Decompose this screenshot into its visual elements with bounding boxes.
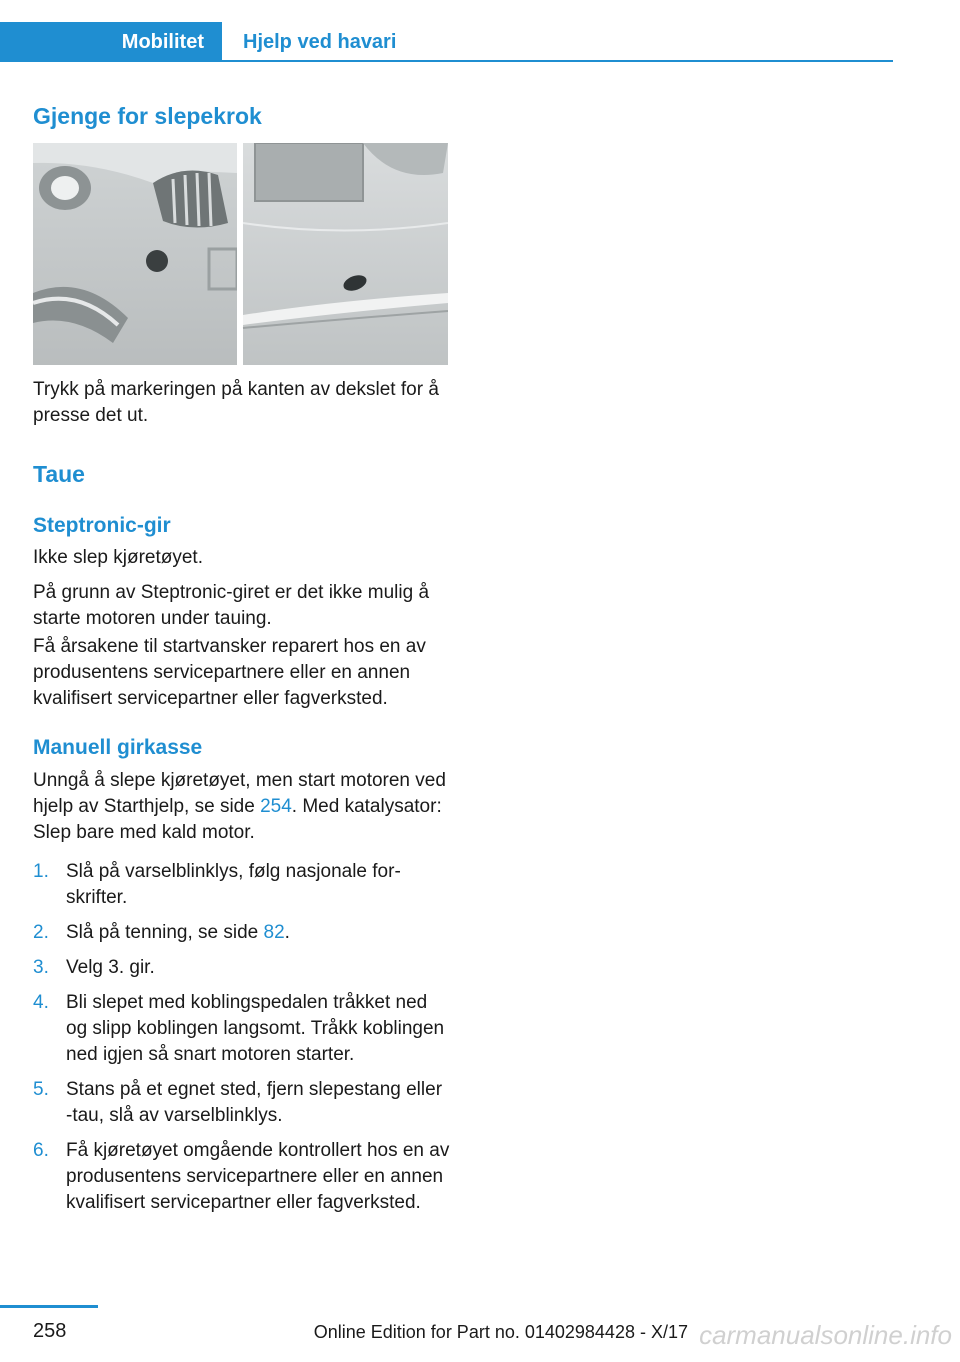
- tab-hjelp-ved-havari-label: Hjelp ved havari: [243, 30, 397, 53]
- manual-gearbox-paragraph: [33, 768, 453, 846]
- step-text: Slå på tenning, se side: [66, 922, 264, 943]
- step-number: 1.: [33, 861, 49, 882]
- tow-hook-instruction: Trykk på markeringen på kanten av dekslet for å presse det ut.: [33, 379, 439, 426]
- edition-text: Online Edition for Part no. 01402984428 - X/17: [313, 1322, 688, 1342]
- tab-mobilitet-label: Mobilitet: [121, 30, 204, 53]
- steptronic-paragraph-2: På grunn av Steptronic-giret er det ikke mulig å starte motoren under tauing.: [33, 582, 430, 629]
- footer-divider: [0, 1305, 98, 1308]
- step-number: 2.: [33, 922, 49, 943]
- manual-text-part-1: Unngå å slepe kjøretøyet, men start motoren ved hjelp av Starthjelp, se side: [33, 770, 446, 817]
- list-item: [33, 920, 453, 946]
- steptronic-paragraph-3: Få årsakene til startvansker reparert hos en av produsentens servicepartnere eller en annen kvalifisert servicepartner eller fagverksted.: [33, 636, 426, 709]
- page-number: 258: [33, 1320, 67, 1342]
- manual-text-part-2: . Med katalysator: Slep bare med kald motor.: [33, 796, 442, 843]
- list-item: [33, 1138, 453, 1216]
- header-bar: [0, 0, 893, 62]
- tab-mobilitet[interactable]: [0, 22, 222, 62]
- step-number: 5.: [33, 1079, 49, 1100]
- step-text: Bli slepet med koblingspedalen tråkket ned og slipp koblingen langsomt. Tråkk koblingen ned igjen så snart motoren starter.: [66, 992, 445, 1065]
- tab-hjelp-ved-havari[interactable]: [243, 22, 396, 62]
- step-text: Slå på varselblinklys, følg nasjonale forskrifter.: [66, 861, 401, 908]
- subsection-title-manual-gearbox: Manuell girkasse: [33, 736, 203, 759]
- list-item: [33, 955, 453, 981]
- step-number: 4.: [33, 992, 49, 1013]
- step-text: Få kjøretøyet omgående kontrollert hos en av produsentens servicepartnere eller en annen kvalifisert servicepartner eller fagverksted.: [66, 1140, 450, 1213]
- list-item: [33, 1077, 453, 1129]
- subsection-title-steptronic: Steptronic-gir: [33, 514, 171, 537]
- step-number: 3.: [33, 957, 49, 978]
- page-link-82[interactable]: 82: [263, 922, 285, 943]
- step-text: Stans på et egnet sted, fjern slepestang eller -tau, slå av varselblinklys.: [66, 1079, 443, 1126]
- section-title-towing: Taue: [33, 461, 85, 487]
- header-divider: [0, 60, 893, 62]
- towing-steps-list: [33, 859, 453, 1225]
- steptronic-paragraph-1: Ikke slep kjøretøyet.: [33, 547, 203, 568]
- step-text-end: .: [284, 922, 290, 943]
- tow-hook-figure: [33, 143, 448, 365]
- list-item: [33, 859, 453, 911]
- list-item: [33, 990, 453, 1068]
- step-text: Velg 3. gir.: [66, 957, 155, 978]
- watermark: carmanualsonline.info: [699, 1320, 952, 1350]
- page-link-254[interactable]: 254: [260, 796, 292, 817]
- section-title-tow-hook: Gjenge for slepekrok: [33, 103, 262, 129]
- step-number: 6.: [33, 1140, 49, 1161]
- tow-hook-illustration: [33, 143, 448, 365]
